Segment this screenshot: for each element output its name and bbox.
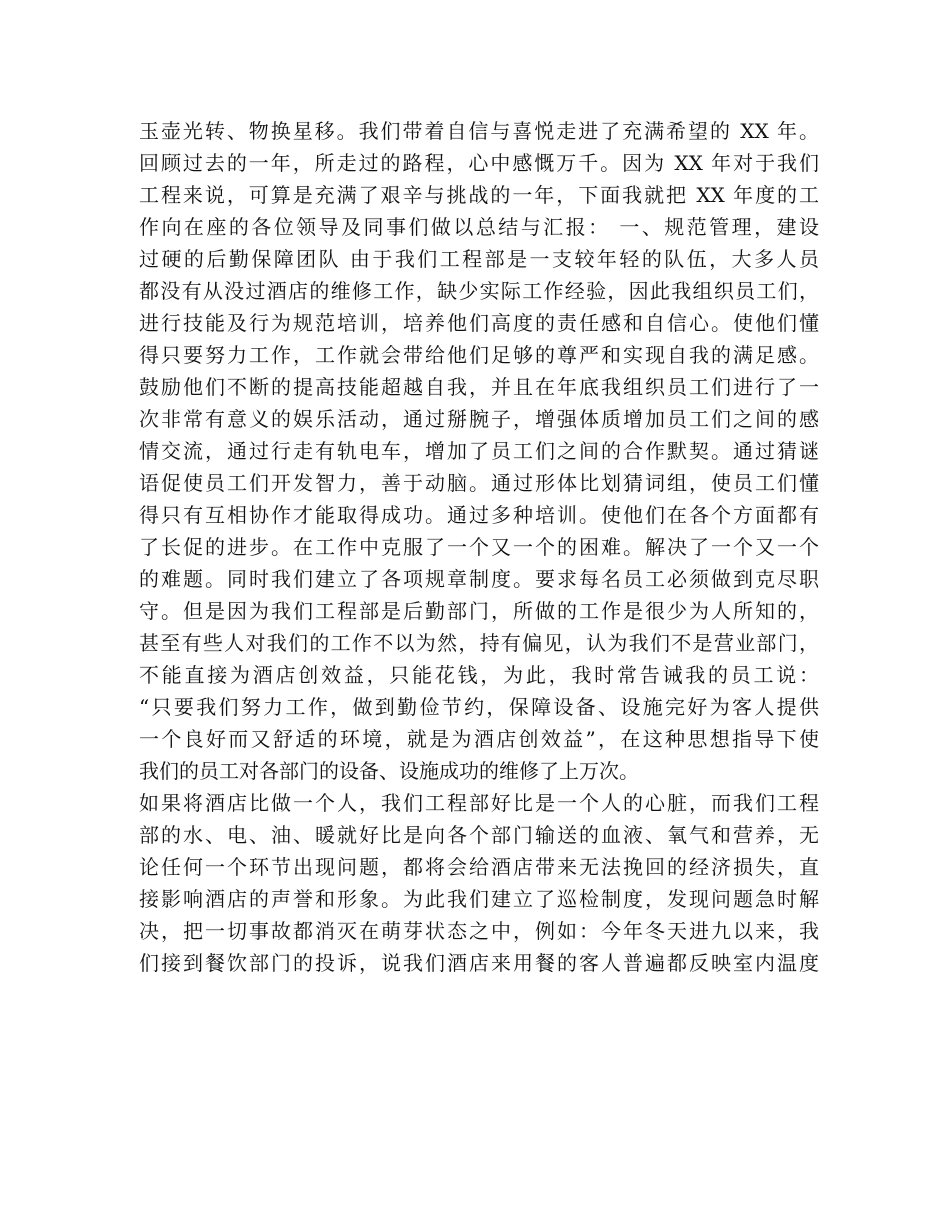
text-line: 作向在座的各位领导及同事们做以总结与汇报： 一、规范管理，建设 [139,215,819,239]
text-line: 一个良好而又舒适的环境，就是为酒店创效益”，在这种思想指导下使 [139,727,819,751]
text-line: 情交流，通过行走有轨电车，增加了员工们之间的合作默契。通过猜谜 [139,439,819,463]
text-line: 次非常有意义的娱乐活动，通过掰腕子，增强体质增加员工们之间的感 [139,407,819,431]
paragraph [139,115,819,787]
text-line: 进行技能及行为规范培训，培养他们高度的责任感和自信心。使他们懂 [139,311,819,335]
body-text [139,115,819,979]
text-line: 决，把一切事故都消灭在萌芽状态之中，例如：今年冬天进九以来，我 [139,919,819,943]
text-line: 了长促的进步。在工作中克服了一个又一个的困难。解决了一个又一个 [139,535,819,559]
text-line: 不能直接为酒店创效益，只能花钱，为此，我时常告诫我的员工说： [139,663,819,687]
text-line: 接影响酒店的声誉和形象。为此我们建立了巡检制度，发现问题急时解 [139,887,819,911]
text-line: 语促使员工们开发智力，善于动脑。通过形体比划猜词组，使员工们懂 [139,471,819,495]
text-line: “只要我们努力工作，做到勤俭节约，保障设备、设施完好为客人提供 [139,695,819,719]
text-line: 过硬的后勤保障团队 由于我们工程部是一支较年轻的队伍，大多人员 [139,247,819,271]
text-line: 得只有互相协作才能取得成功。通过多种培训。使他们在各个方面都有 [139,503,819,527]
text-line: 工程来说，可算是充满了艰辛与挑战的一年，下面我就把 XX 年度的工 [139,183,819,207]
text-line: 回顾过去的一年，所走过的路程，心中感慨万千。因为 XX 年对于我们 [139,151,819,175]
text-line: 我们的员工对各部门的设备、设施成功的维修了上万次。 [139,759,639,783]
text-line: 论任何一个环节出现问题，都将会给酒店带来无法挽回的经济损失，直 [139,855,819,879]
text-line: 鼓励他们不断的提高技能超越自我，并且在年底我组织员工们进行了一 [139,375,819,399]
text-line: 玉壶光转、物换星移。我们带着自信与喜悦走进了充满希望的 XX 年。 [139,119,819,143]
text-line: 们接到餐饮部门的投诉，说我们酒店来用餐的客人普遍都反映室内温度 [139,951,819,975]
text-line: 的难题。同时我们建立了各项规章制度。要求每名员工必须做到克尽职 [139,567,819,591]
text-line: 如果将酒店比做一个人，我们工程部好比是一个人的心脏，而我们工程 [139,791,819,815]
text-line: 甚至有些人对我们的工作不以为然，持有偏见，认为我们不是营业部门， [139,631,819,655]
text-line: 部的水、电、油、暖就好比是向各个部门输送的血液、氧气和营养，无 [139,823,819,847]
paragraph [139,787,819,979]
text-line: 得只要努力工作，工作就会带给他们足够的尊严和实现自我的满足感。 [139,343,819,367]
text-line: 都没有从没过酒店的维修工作，缺少实际工作经验，因此我组织员工们， [139,279,819,303]
text-line: 守。但是因为我们工程部是后勤部门，所做的工作是很少为人所知的， [139,599,819,623]
